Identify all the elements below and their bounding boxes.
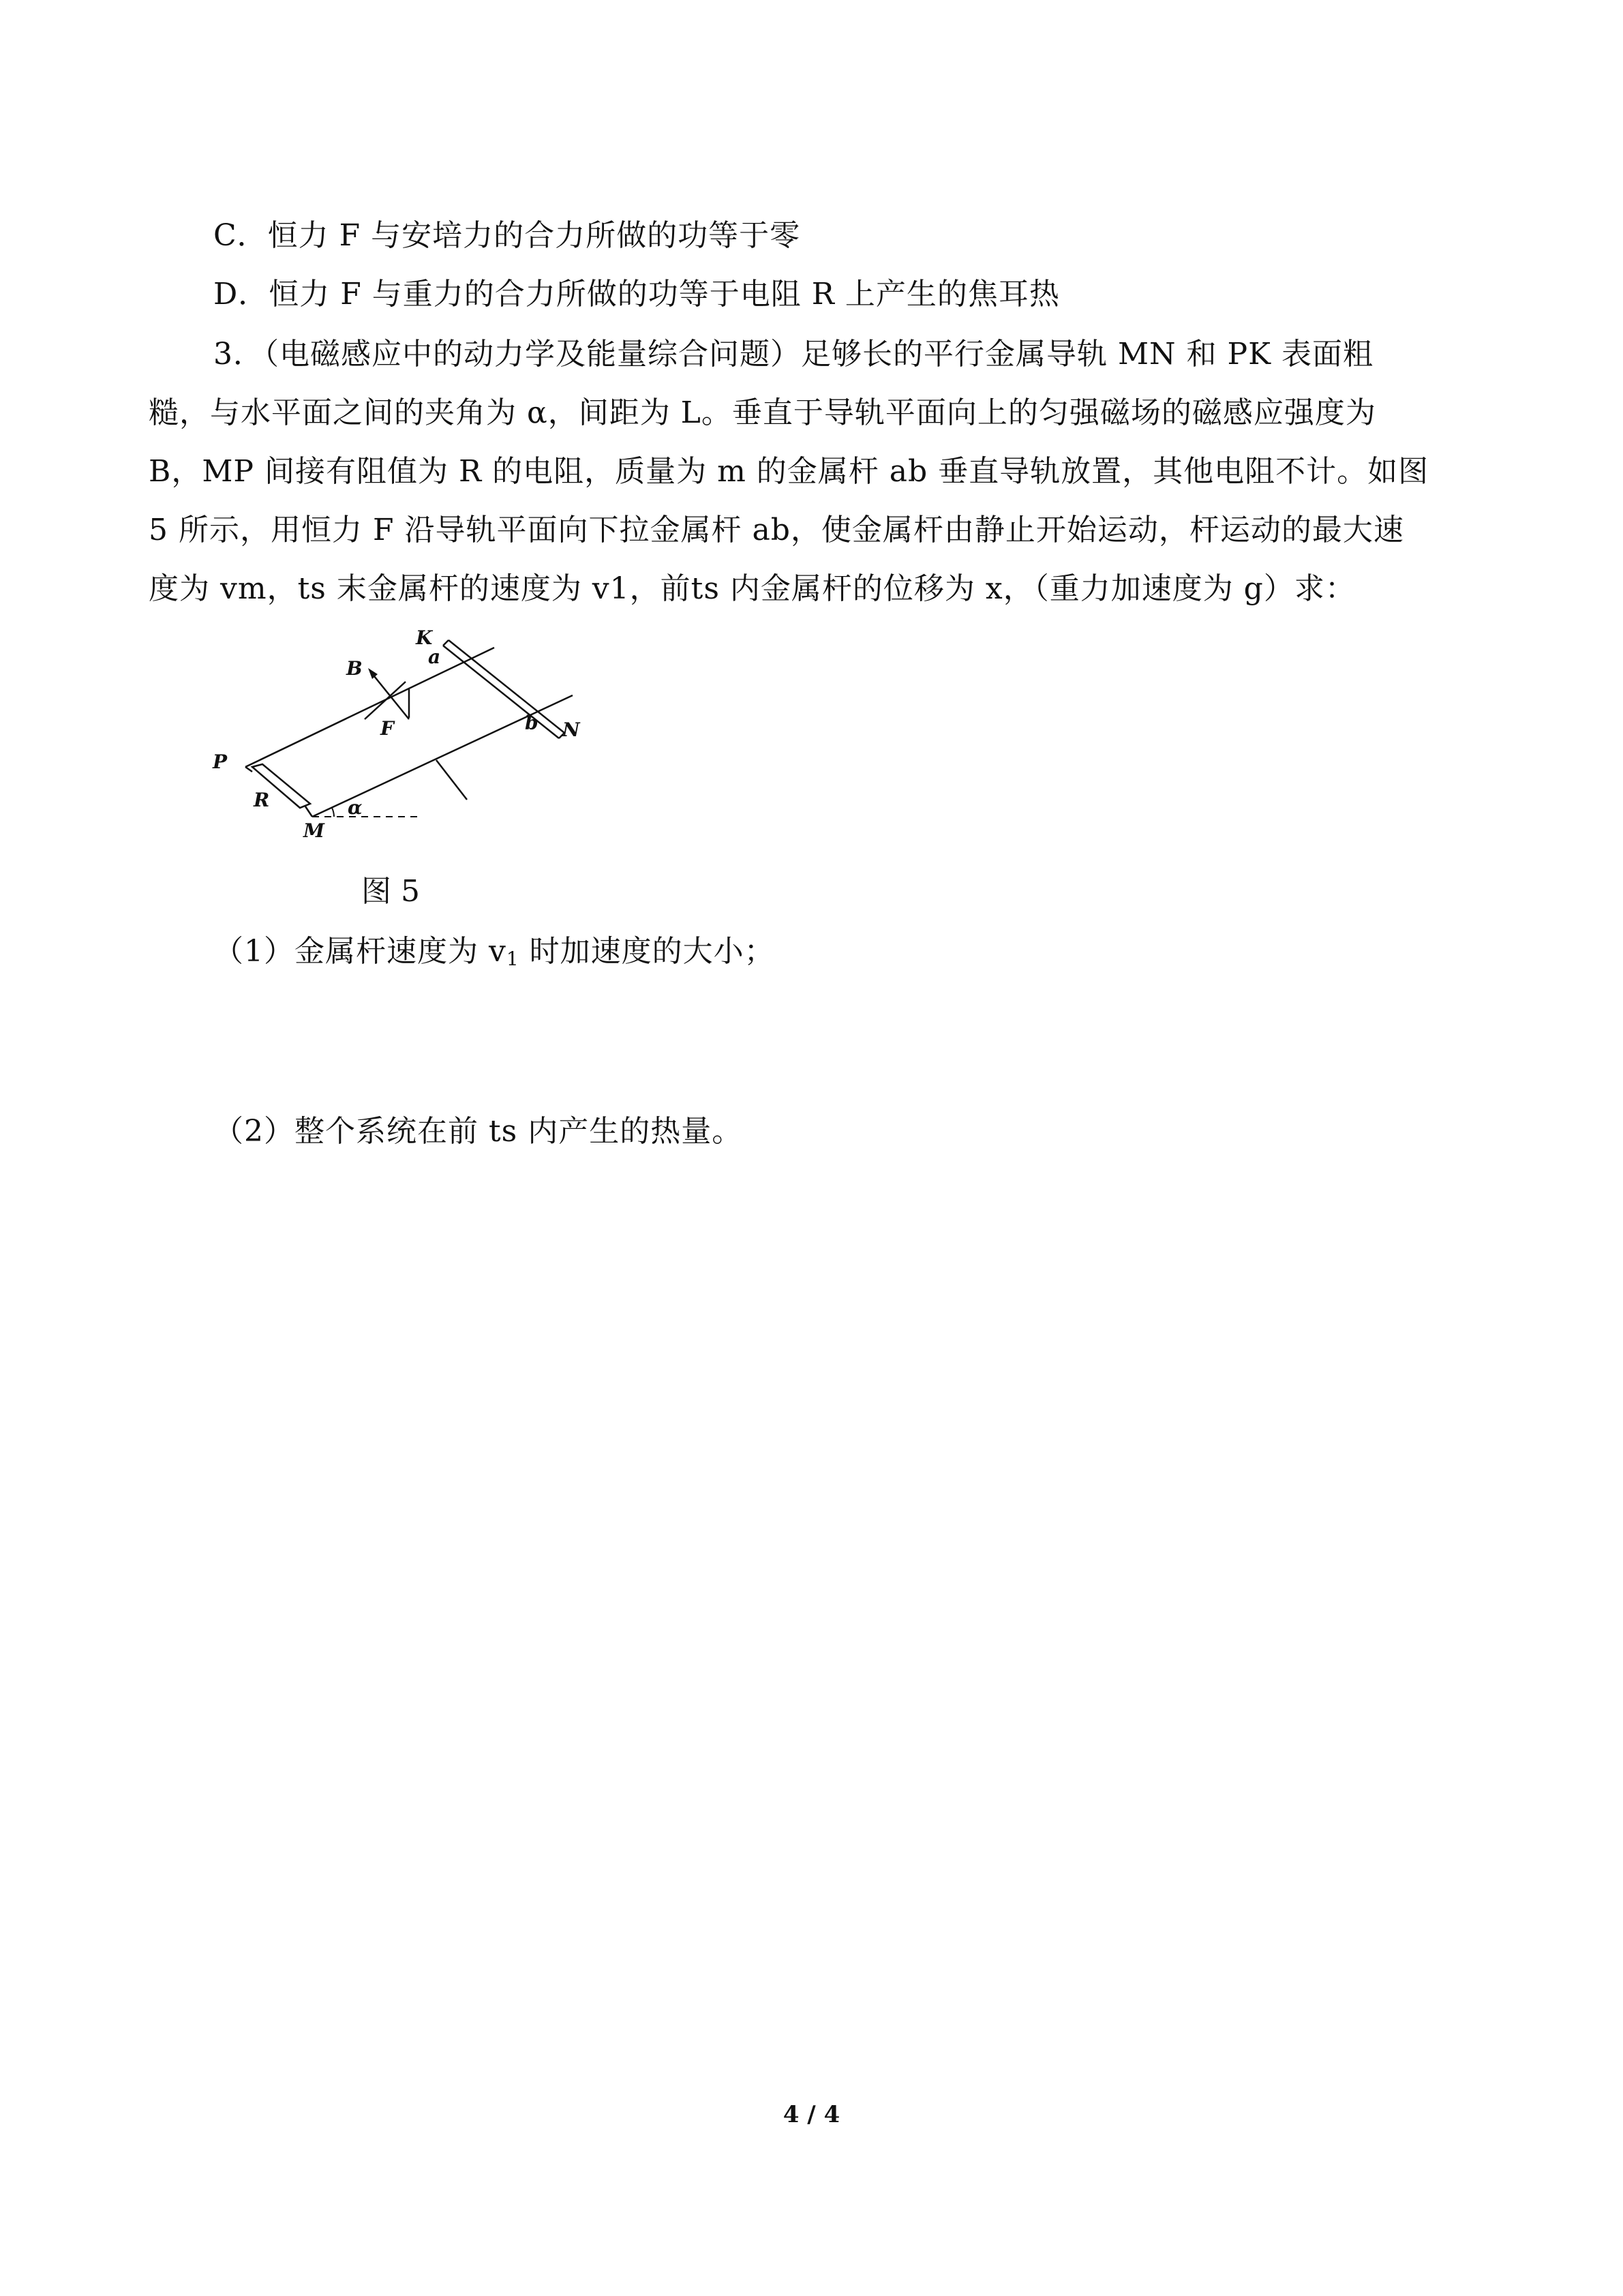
b-arrow <box>371 673 409 719</box>
label-alpha: α <box>348 796 363 819</box>
option-c: C．恒力 F 与安培力的合力所做的功等于零 <box>213 218 801 253</box>
subquestion-1-subscript: 1 <box>506 948 519 970</box>
label-r: R <box>254 789 270 811</box>
label-n: N <box>562 719 580 741</box>
subquestion-1-suffix: 时加速度的大小； <box>519 934 775 969</box>
question-line-5: 度为 vm，ts 末金属杆的速度为 v1，前ts 内金属杆的位移为 x，（重力加速度为 g）求： <box>149 571 1356 606</box>
subquestion-2: （2）整个系统在前 ts 内产生的热量。 <box>213 1114 743 1149</box>
label-f: F <box>380 717 394 740</box>
label-m: M <box>303 819 324 842</box>
metal-bar-ab <box>443 640 564 738</box>
label-b-field: B <box>346 657 363 680</box>
tick-line <box>436 760 467 800</box>
label-p: P <box>213 751 228 773</box>
normal-line <box>365 682 406 719</box>
label-a: a <box>428 646 441 668</box>
figure-caption: 图 5 <box>361 874 420 909</box>
question-line-4: 5 所示，用恒力 F 沿导轨平面向下拉金属杆 ab，使金属杆由静止开始运动，杆运动的最大速 <box>149 513 1404 547</box>
angle-arc <box>332 808 334 817</box>
subquestion-1-prefix: （1）金属杆速度为 v <box>213 934 506 969</box>
label-k: K <box>416 626 433 649</box>
label-b: b <box>525 712 539 734</box>
subquestion-1 <box>213 933 775 978</box>
page-number: 4 / 4 <box>783 2101 840 2128</box>
question-line-1: 3．（电磁感应中的动力学及能量综合问题）足够长的平行金属导轨 MN 和 PK 表面粗 <box>213 337 1374 372</box>
question-line-3: B，MP 间接有阻值为 R 的电阻，质量为 m 的金属杆 ab 垂直导轨放置，其他电阻不计。如图 <box>149 454 1429 489</box>
incline-rail-figure <box>204 624 613 849</box>
option-d: D．恒力 F 与重力的合力所做的功等于电阻 R 上产生的焦耳热 <box>213 277 1060 312</box>
question-line-2: 糙，与水平面之间的夹角为 α，间距为 L。垂直于导轨平面向上的匀强磁场的磁感应强度为 <box>149 395 1376 430</box>
